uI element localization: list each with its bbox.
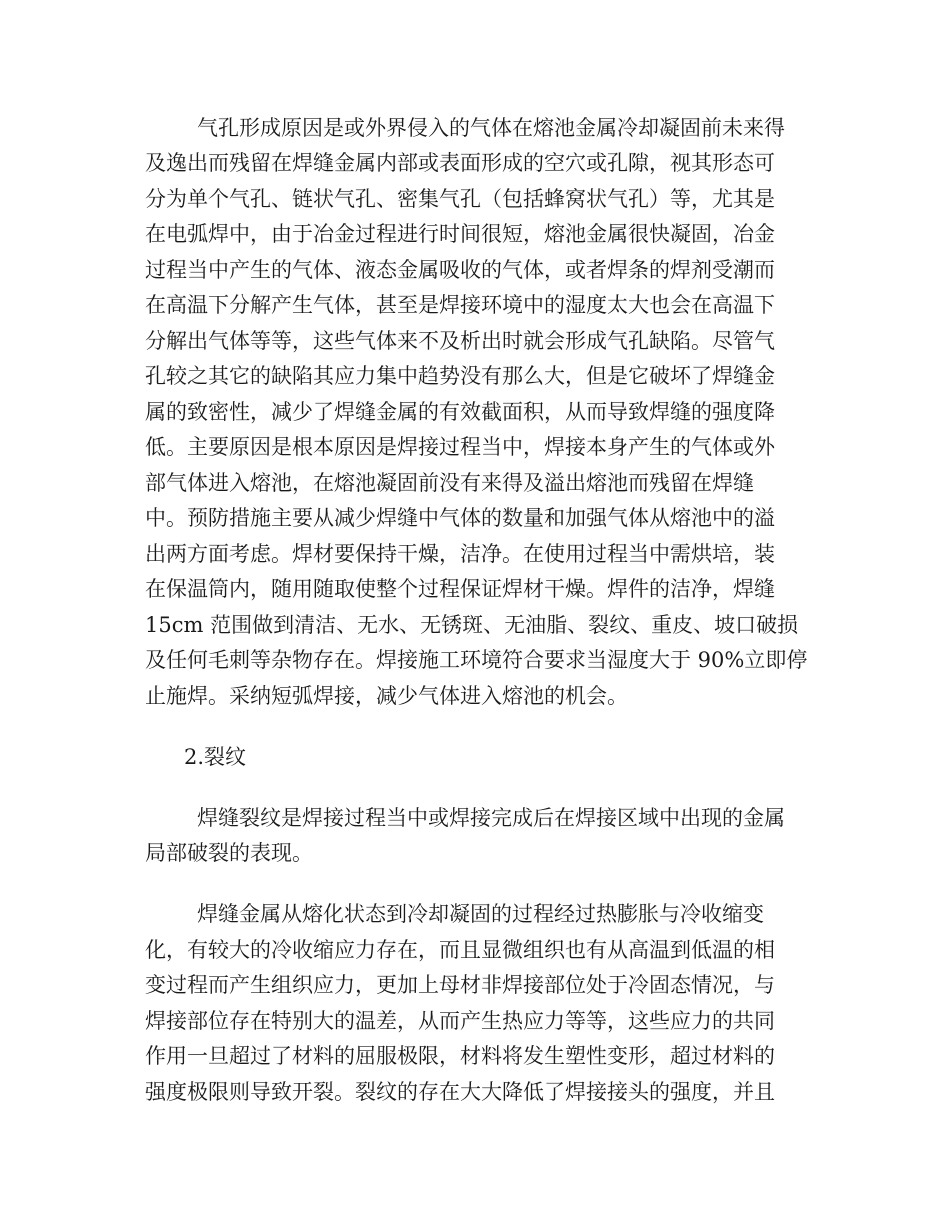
- paragraph-1-line-1: 气孔形成原因是或外界侵入的气体在熔池金属冷却凝固前未来得: [197, 116, 785, 140]
- paragraph-1-line-3: 分为单个气孔、链状气孔、密集气孔（包括蜂窝状气孔）等，尤其是: [145, 187, 775, 211]
- paragraph-1-line-7: 分解出气体等等，这些气体来不及析出时就会形成气孔缺陷。尽管气: [145, 329, 775, 353]
- paragraph-3-line-4: 焊接部位存在特别大的温差，从而产生热应力等等，这些应力的共同: [145, 1009, 775, 1033]
- paragraph-1-line-16: 及任何毛刺等杂物存在。焊接施工环境符合要求当湿度大于 90%立即停: [145, 648, 808, 672]
- paragraph-1-line-17: 止施焊。采纳短弧焊接，减少气体进入熔池的机会。: [145, 684, 628, 708]
- paragraph-2-line-1: 焊缝裂纹是焊接过程当中或焊接完成后在焊接区域中出现的金属: [197, 806, 785, 830]
- paragraph-1-line-13: 出两方面考虑。焊材要保持干燥，洁净。在使用过程当中需烘培，装: [145, 542, 775, 566]
- paragraph-3-line-6: 强度极限则导致开裂。裂纹的存在大大降低了焊接接头的强度，并且: [145, 1080, 775, 1104]
- paragraph-1-line-11: 部气体进入熔池，在熔池凝固前没有来得及溢出熔池而残留在焊缝: [145, 471, 754, 495]
- paragraph-3-line-3: 变过程而产生组织应力，更加上母材非焊接部位处于冷固态情况，与: [145, 973, 775, 997]
- paragraph-2-line-2: 局部破裂的表现。: [145, 841, 313, 865]
- paragraph-3-line-5: 作用一旦超过了材料的屈服极限，材料将发生塑性变形，超过材料的: [145, 1044, 775, 1068]
- paragraph-1-line-4: 在电弧焊中，由于冶金过程进行时间很短，熔池金属很快凝固，冶金: [145, 222, 775, 246]
- paragraph-3-line-2: 化，有较大的冷收缩应力存在，而且显微组织也有从高温到低温的相: [145, 938, 775, 962]
- paragraph-1-line-5: 过程当中产生的气体、液态金属吸收的气体，或者焊条的焊剂受潮而: [145, 258, 775, 282]
- paragraph-1-line-12: 中。预防措施主要从减少焊缝中气体的数量和加强气体从熔池中的溢: [145, 506, 775, 530]
- paragraph-1-line-9: 属的致密性，减少了焊缝金属的有效截面积，从而导致焊缝的强度降: [145, 400, 775, 424]
- paragraph-1-line-8: 孔较之其它的缺陷其应力集中趋势没有那么大，但是它破坏了焊缝金: [145, 364, 775, 388]
- paragraph-1-line-6: 在高温下分解产生气体，甚至是焊接环境中的湿度太大也会在高温下: [145, 293, 775, 317]
- paragraph-1-line-2: 及逸出而残留在焊缝金属内部或表面形成的空穴或孔隙，视其形态可: [145, 151, 775, 175]
- paragraph-1-line-14: 在保温筒内，随用随取使整个过程保证焊材干燥。焊件的洁净，焊缝: [145, 577, 775, 601]
- paragraph-3-line-1: 焊缝金属从熔化状态到冷却凝固的过程经过热膨胀与冷收缩变: [197, 902, 764, 926]
- section-heading-cracks: 2.裂纹: [184, 745, 247, 769]
- paragraph-1-line-10: 低。主要原因是根本原因是焊接过程当中，焊接本身产生的气体或外: [145, 435, 775, 459]
- paragraph-1-line-15: 15cm 范围做到清洁、无水、无锈斑、无油脂、裂纹、重皮、坡口破损: [145, 613, 799, 637]
